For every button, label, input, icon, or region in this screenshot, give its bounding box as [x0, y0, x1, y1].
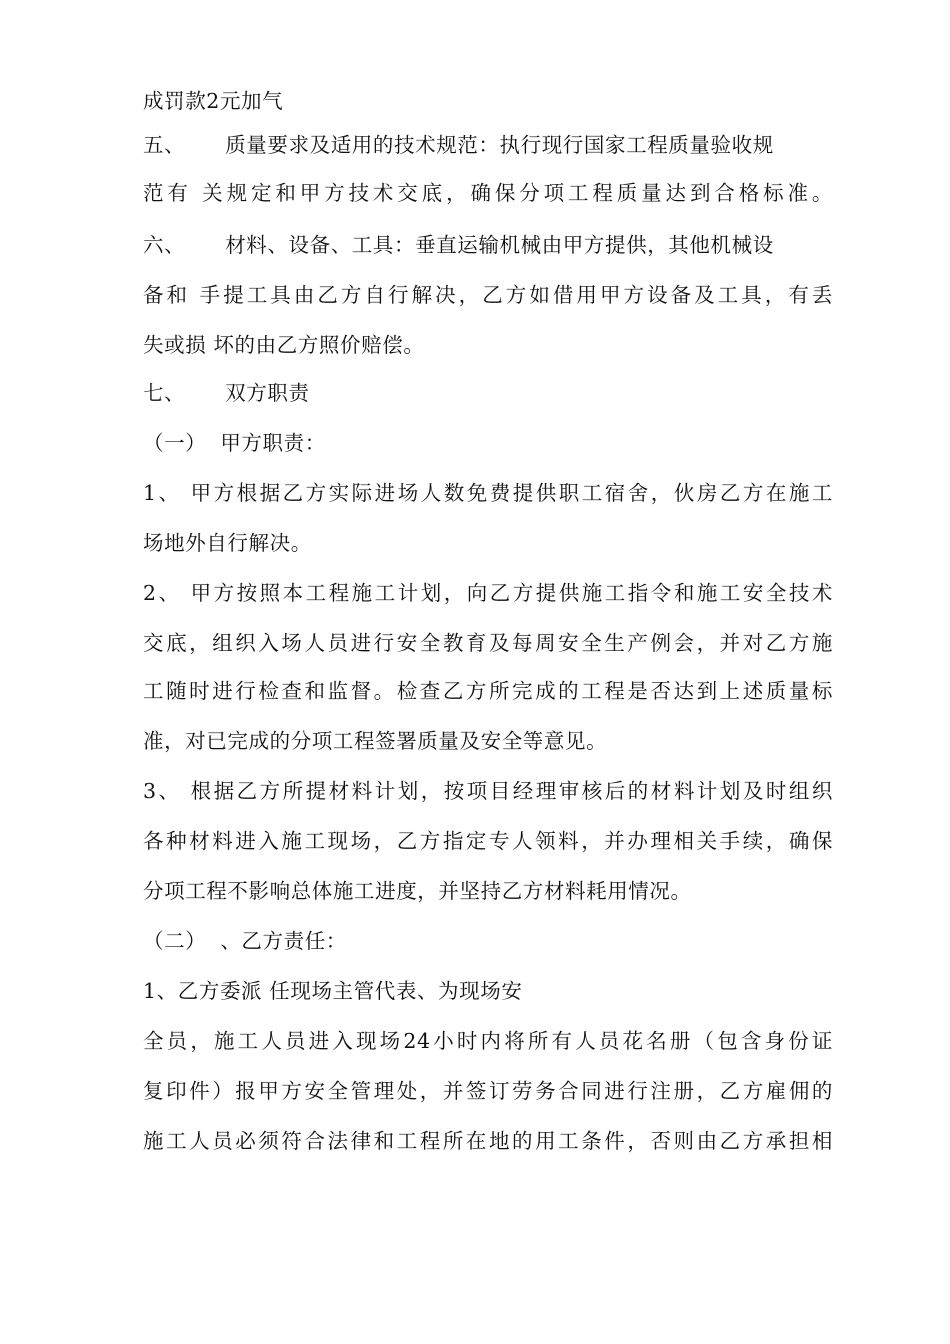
text-line: 施工人员必须符合法律和工程所在地的用工条件，否则由乙方承担相 [143, 1129, 833, 1153]
subsection-heading-2 [143, 926, 833, 956]
section-heading-7 [143, 378, 833, 408]
text-line: 范有 关规定和甲方技术交底，确保分项工程质量达到合格标准。 [143, 181, 833, 205]
text-line: 场地外自行解决。 [143, 531, 312, 555]
subsection-number: （一） [143, 431, 207, 455]
text-line: 复印件）报甲方安全管理处，并签订劳务合同进行注册，乙方雇佣的 [143, 1079, 833, 1103]
text-line: 1、 甲方根据乙方实际进场人数免费提供职工宿舍，伙房乙方在施工 [143, 481, 833, 505]
section-heading-5 [143, 130, 833, 160]
text-line: 工随时进行检查和监督。检查乙方所完成的工程是否达到上述质量标 [143, 679, 833, 703]
section-number: 五、 [143, 133, 186, 157]
section-number: 七、 [143, 381, 186, 405]
section-text: 材料、设备、工具：垂直运输机械由甲方提供，其他机械设 [225, 233, 774, 257]
text-line: 失或损 坏的由乙方照价赔偿。 [143, 333, 425, 357]
text-line: 1、乙方委派 任现场主管代表、为现场安 [143, 979, 523, 1003]
text-line: 分项工程不影响总体施工进度，并坚持乙方材料耗用情况。 [143, 879, 692, 903]
text-line: 3、 根据乙方所提材料计划，按项目经理审核后的材料计划及时组织 [143, 779, 833, 803]
text-line: 备和 手提工具由乙方自行解决，乙方如借用甲方设备及工具，有丢 [143, 283, 833, 307]
section-text: 质量要求及适用的技术规范：执行现行国家工程质量验收规 [225, 133, 774, 157]
subsection-number: （二） [143, 929, 207, 953]
text-line: 各种材料进入施工现场，乙方指定专人领料，并办理相关手续，确保 [143, 829, 833, 853]
section-text: 双方职责 [225, 381, 310, 405]
section-number: 六、 [143, 233, 186, 257]
subsection-heading-1 [143, 428, 833, 458]
text-line: 2、 甲方按照本工程施工计划，向乙方提供施工指令和施工安全技术 [143, 581, 833, 605]
subsection-text: 甲方职责： [220, 431, 326, 455]
text-line: 准，对已完成的分项工程签署质量及安全等意见。 [143, 729, 608, 753]
subsection-text: 、乙方责任： [220, 929, 347, 953]
text-line: 交底，组织入场人员进行安全教育及每周安全生产例会，并对乙方施 [143, 631, 833, 655]
text-line: 全员，施工人员进入现场24小时内将所有人员花名册（包含身份证 [143, 1029, 833, 1053]
section-heading-6 [143, 230, 833, 260]
text-line: 成罚款2元加气 [143, 89, 284, 113]
